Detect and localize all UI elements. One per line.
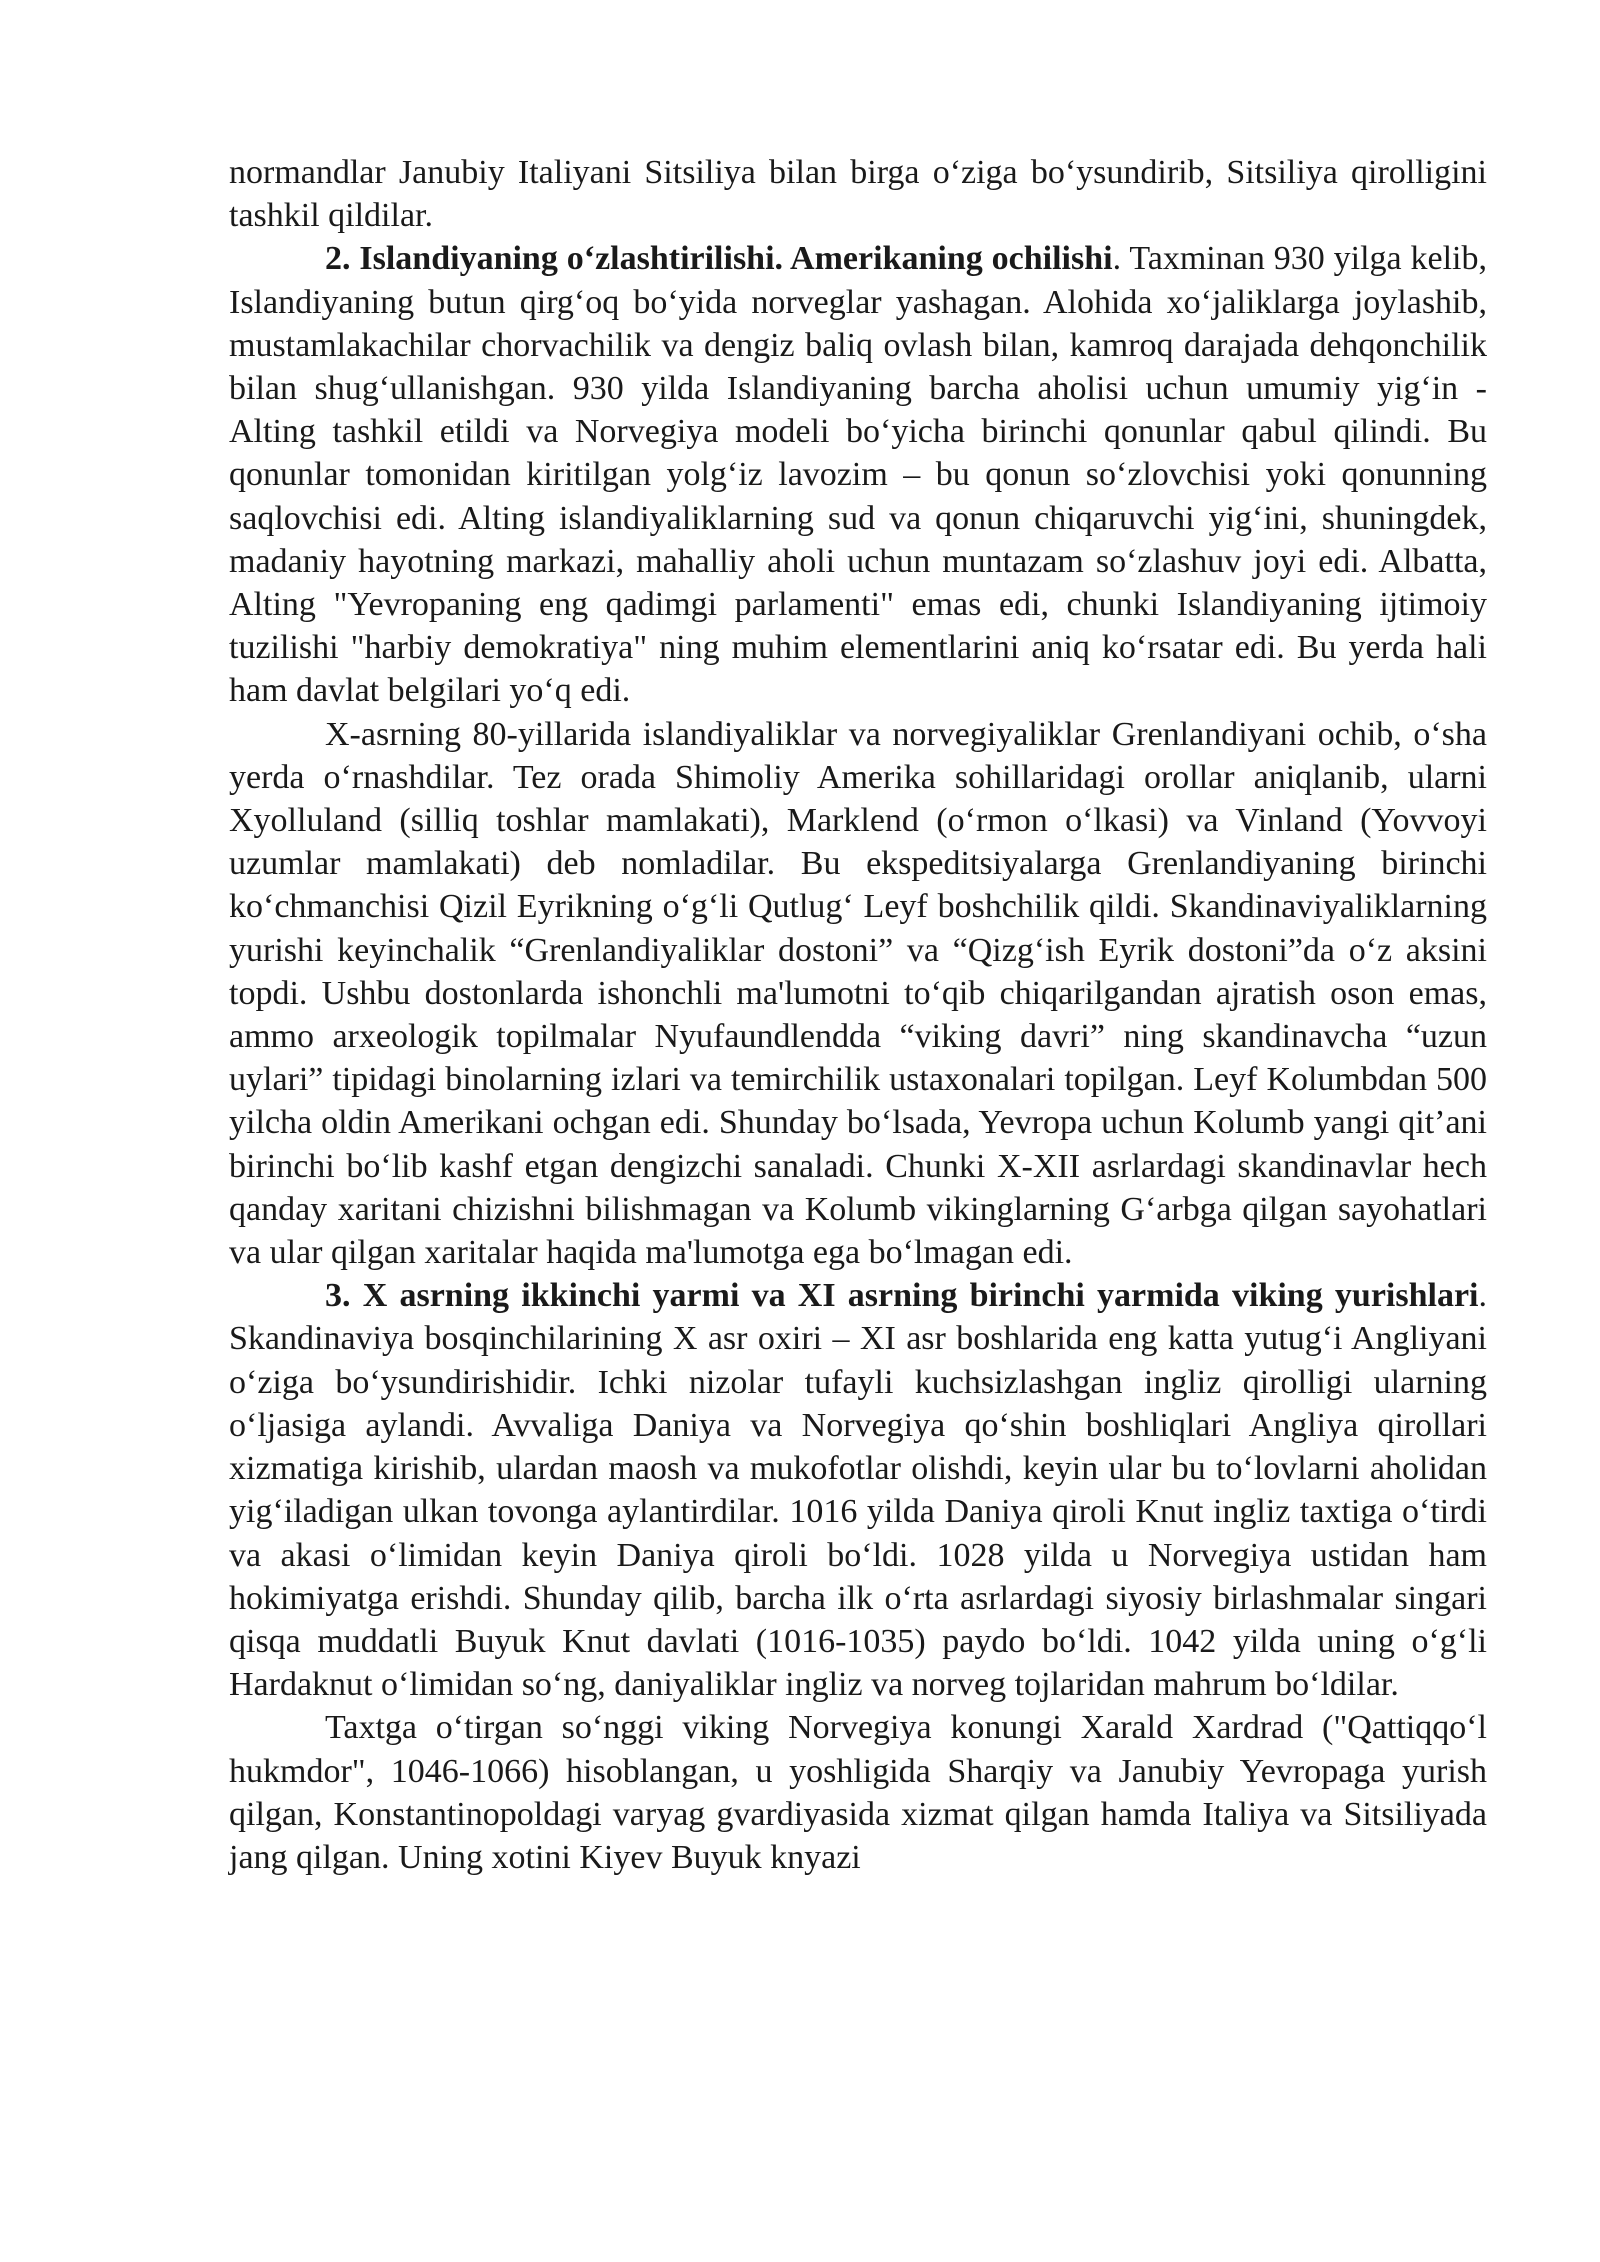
section-heading: 3. X asrning ikkinchi yarmi va XI asrning birinchi yarmida viking yurishlari	[325, 1277, 1479, 1315]
paragraph-section-2	[229, 237, 1487, 712]
paragraph-section-3	[229, 1274, 1487, 1706]
document-page	[229, 151, 1487, 1879]
paragraph-greenland	[229, 713, 1487, 1275]
paragraph-text: Taxtga o‘tirgan so‘nggi viking Norvegiya konungi Xarald Xardrad ("Qattiqqo‘l hukmdor", 1046-1066) hisoblangan, u yoshligida Sharqiy va Janubiy Yevropaga yurish qilgan, Konstantinopoldagi varyag gvardiyasida xizmat qilgan hamda Italiya va Sitsiliyada jang qilgan. Uning xotini Kiyev Buyuk knyazi	[229, 1709, 1487, 1876]
paragraph-intro	[229, 151, 1487, 237]
section-heading: 2. Islandiyaning o‘zlashtirilishi. Amerikaning ochilishi	[325, 240, 1113, 278]
paragraph-text: X-asrning 80-yillarida islandiyaliklar va norvegiyaliklar Grenlandiyani ochib, o‘sha yerda o‘rnashdilar. Tez orada Shimoliy Amerika sohillaridagi orollar aniqlanib, ularni Xyolluland (silliq toshlar mamlakati), Marklend (o‘rmon o‘lkasi) va Vinland (Yovvoyi uzumlar mamlakati) deb nomladilar. Bu ekspeditsiyalarga Grenlandiyaning birinchi ko‘chmanchisi Qizil Eyrikning o‘g‘li Qutlug‘ Leyf boshchilik qildi. Skandinaviyaliklarning yurishi keyinchalik “Grenlandiyaliklar dostoni” va “Qizg‘ish Eyrik dostoni”da o‘z aksini topdi. Ushbu dostonlarda ishonchli ma'lumotni to‘qib chiqarilgandan ajratish oson emas, ammo arxeologik topilmalar Nyufaundlendda “viking davri” ning skandinavcha “uzun uylari” tipidagi binolarning izlari va temirchilik ustaxonalari topilgan. Leyf Kolumbdan 500 yilcha oldin Amerikani ochgan edi. Shunday bo‘lsada, Yevropa uchun Kolumb yangi qit’ani birinchi bo‘lib kashf etgan dengizchi sanaladi. Chunki X-XII asrlardagi skandinavlar hech qanday xaritani chizishni bilishmagan va Kolumb vikinglarning G‘arbga qilgan sayohatlari va ular qilgan xaritalar haqida ma'lumotga ega bo‘lmagan edi.	[229, 715, 1487, 1272]
paragraph-text: . Taxminan 930 yilga kelib, Islandiyaning butun qirg‘oq bo‘yida norveglar yashagan. Alohida xo‘jaliklarga joylashib, mustamlakachilar chorvachilik va dengiz baliq ovlash bilan, kamroq darajada dehqonchilik bilan shug‘ullanishgan. 930 yilda Islandiyaning barcha aholisi uchun umumiy yig‘in - Alting tashkil etildi va Norvegiya modeli bo‘yicha birinchi qonunlar qabul qilindi. Bu qonunlar tomonidan kiritilgan yolg‘iz lavozim – bu qonun so‘zlovchisi yoki qonunning saqlovchisi edi. Alting islandiyaliklarning sud va qonun chiqaruvchi yig‘ini, shuningdek, madaniy hayotning markazi, mahalliy aholi uchun muntazam so‘zlashuv joyi edi. Albatta, Alting "Yevropaning eng qadimgi parlamenti" emas edi, chunki Islandiyaning ijtimoiy tuzilishi "harbiy demokratiya" ning muhim elementlarini aniq ko‘rsatar edi. Bu yerda hali ham davlat belgilari yo‘q edi.	[229, 240, 1487, 710]
paragraph-text: normandlar Janubiy Italiyani Sitsiliya bilan birga o‘ziga bo‘ysundirib, Sitsiliya qirolligini tashkil qildilar.	[229, 154, 1487, 235]
paragraph-text: . Skandinaviya bosqinchilarining X asr oxiri – XI asr boshlarida eng katta yutug‘i Angliyani o‘ziga bo‘ysundirishidir. Ichki nizolar tufayli kuchsizlashgan ingliz qirolligi ularning o‘ljasiga aylandi. Avvaliga Daniya va Norvegiya qo‘shin boshliqlari Angliya qirollari xizmatiga kirishib, ulardan maosh va mukofotlar olishdi, keyin ular bu to‘lovlarni aholidan yig‘iladigan ulkan tovonga aylantirdilar. 1016 yilda Daniya qiroli Knut ingliz taxtiga o‘tirdi va akasi o‘limidan keyin Daniya qiroli bo‘ldi. 1028 yilda u Norvegiya ustidan ham hokimiyatga erishdi. Shunday qilib, barcha ilk o‘rta asrlardagi siyosiy birlashmalar singari qisqa muddatli Buyuk Knut davlati (1016-1035) paydo bo‘ldi. 1042 yilda uning o‘g‘li Hardaknut o‘limidan so‘ng, daniyaliklar ingliz va norveg tojlaridan mahrum bo‘ldilar.	[229, 1277, 1487, 1704]
paragraph-harald	[229, 1706, 1487, 1879]
